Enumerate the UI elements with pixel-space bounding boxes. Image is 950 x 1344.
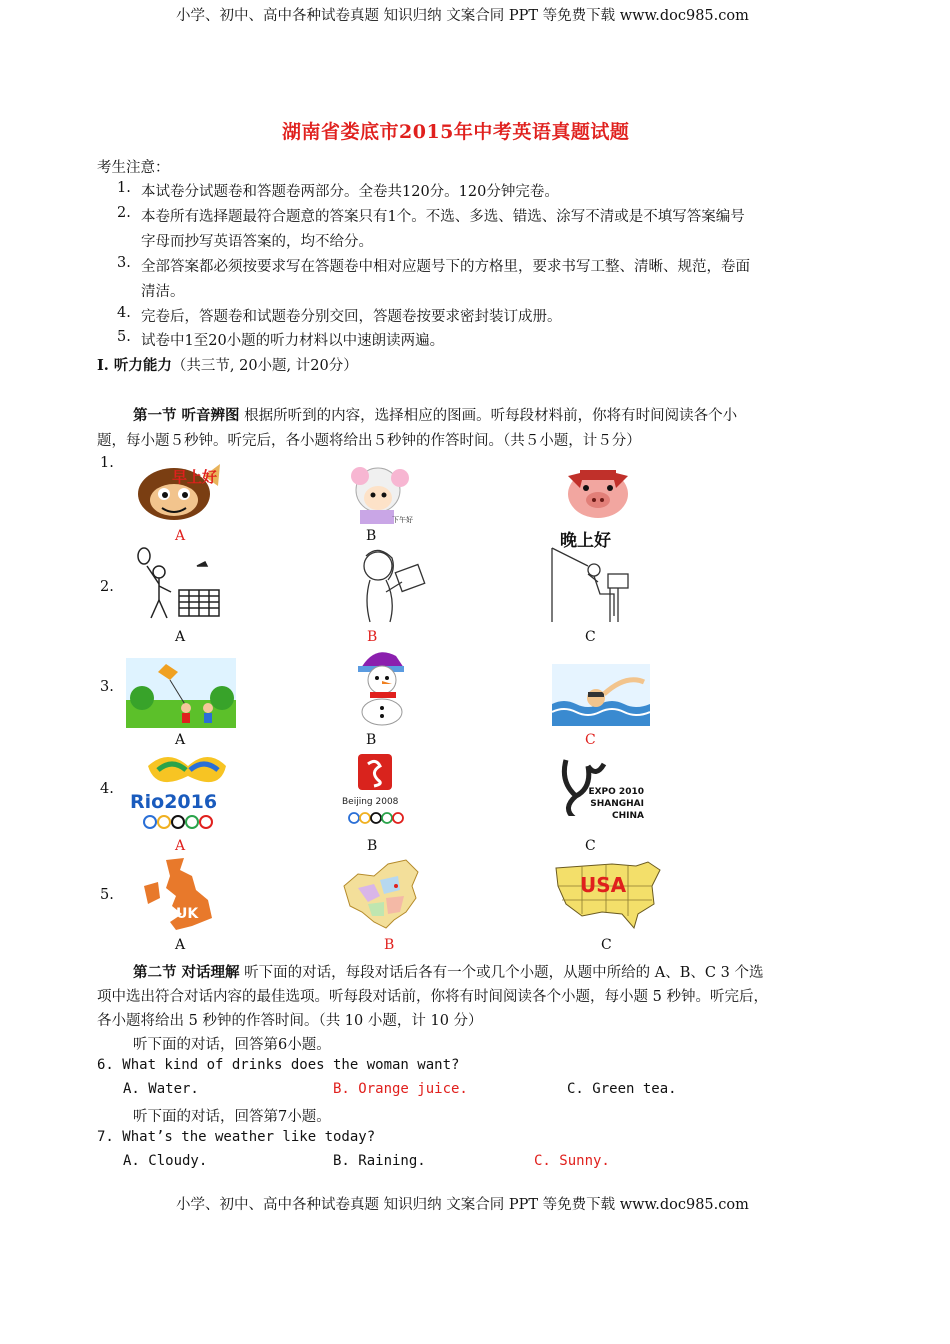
sheep-icon xyxy=(340,466,420,526)
greeting-text: 下午好 xyxy=(392,516,413,524)
option-label: B xyxy=(366,528,377,544)
dialog-question: 6. What kind of drinks does the woman want? xyxy=(97,1057,460,1073)
option-label: B xyxy=(366,732,377,748)
question-number: 5. xyxy=(100,887,114,903)
section2-label: 第二节 对话理解 xyxy=(133,964,240,981)
section2-text-cont: 各小题将给出 5 秒钟的作答时间。（共 10 小题，计 10 分） xyxy=(97,1013,483,1029)
notice-item-text: 全部答案都必须按要求写在答题卷中相对应题号下的方格里，要求书写工整、清晰、规范，卷面 xyxy=(141,259,750,275)
snowman-icon xyxy=(344,648,424,726)
uk-map-icon xyxy=(136,856,222,932)
answer-option: A. Water. xyxy=(123,1081,199,1097)
section2-text-cont: 项中选出符合对话内容的最佳选项。听每段对话前，你将有时间阅读各个小题，每小题 5 秒钟。听完后， xyxy=(97,989,768,1005)
notice-item-text: 本卷所有选择题最符合题意的答案只有1个。不选、多选、错选、涂写不清或是不填写答案编号 xyxy=(141,209,745,225)
footer-banner: 小学、初中、高中各种试卷真题 知识归纳 文案合同 PPT 等免费下载 www.doc985.com xyxy=(176,1197,749,1213)
notice-item-text: 本试卷分试题卷和答题卷两部分。全卷共120分。120分钟完卷。 xyxy=(141,184,559,200)
notice-item-num: 5. xyxy=(117,329,131,345)
logo-text: EXPO 2010 SHANGHAI CHINA xyxy=(588,787,644,821)
kite-flying-icon xyxy=(126,658,236,728)
option-label-correct: B xyxy=(384,937,395,953)
greeting-text: 早上好 xyxy=(172,468,218,486)
header-banner: 小学、初中、高中各种试卷真题 知识归纳 文案合同 PPT 等免费下载 www.doc985.com xyxy=(176,8,749,24)
section1-label: 第一节 听音辨图 xyxy=(133,407,240,424)
option-label: C xyxy=(585,629,596,645)
expo-2010-logo-icon xyxy=(552,752,646,836)
option-label: A xyxy=(175,629,186,645)
notice-heading: 考生注意： xyxy=(97,160,170,176)
answer-option: C. Green tea. xyxy=(567,1081,677,1097)
part1-title: I. 听力能力 xyxy=(97,357,172,374)
answer-option: B. Raining. xyxy=(333,1153,426,1169)
section1-text-cont: 题，每小题５秒钟。听完后，各小题将给出５秒钟的作答时间。（共５小题，计５分） xyxy=(97,433,641,449)
answer-option-correct: B. Orange juice. xyxy=(333,1081,468,1097)
answer-option-correct: C. Sunny. xyxy=(534,1153,610,1169)
section1-intro xyxy=(133,404,737,425)
greeting-text: 晚上好 xyxy=(560,531,611,551)
notice-item-num: 1. xyxy=(117,180,131,196)
map-label: UK xyxy=(176,906,199,922)
notice-item-text-cont: 清洁。 xyxy=(141,284,185,300)
usa-map-icon xyxy=(552,856,664,932)
notice-item-text: 试卷中1至20小题的听力材料以中速朗读两遍。 xyxy=(141,333,445,349)
part1-note: （共三节, 20小题, 计20分） xyxy=(171,358,358,374)
pig-icon xyxy=(558,466,636,552)
logo-text: Rio2016 xyxy=(130,791,218,813)
question-number: 3. xyxy=(100,679,114,695)
reading-girl-icon xyxy=(340,546,432,626)
notice-item-num: 2. xyxy=(117,205,131,221)
answer-option: A. Cloudy. xyxy=(123,1153,208,1169)
monkey-icon xyxy=(134,456,224,520)
notice-item-text: 完卷后，答题卷和试题卷分别交回，答题卷按要求密封装订成册。 xyxy=(141,309,562,325)
option-label: A xyxy=(175,732,186,748)
option-label: C xyxy=(601,937,612,953)
notice-item-num: 3. xyxy=(117,255,131,271)
section1-text: 根据所听到的内容，选择相应的图画。听每段材料前，你将有时间阅读各个小 xyxy=(239,408,738,424)
part1-heading xyxy=(97,354,358,375)
question-number: 4. xyxy=(100,781,114,797)
option-label: A xyxy=(175,937,186,953)
option-label-correct: A xyxy=(175,528,186,544)
option-label: B xyxy=(367,838,378,854)
fishing-icon xyxy=(548,546,632,624)
option-label-correct: A xyxy=(175,838,186,854)
option-label-correct: C xyxy=(585,732,596,748)
dialog-instruction: 听下面的对话，回答第6小题。 xyxy=(133,1037,331,1053)
question-number: 2. xyxy=(100,579,114,595)
question-number: 1. xyxy=(100,455,114,471)
badminton-icon xyxy=(131,546,223,624)
section2-text: 听下面的对话，每段对话后各有一个或几个小题，从题中所给的 A、B、C 3 个选 xyxy=(239,965,764,981)
option-label: C xyxy=(585,838,596,854)
beijing-2008-logo-icon xyxy=(340,752,410,832)
option-label-correct: B xyxy=(367,629,378,645)
page-title: 湖南省娄底市2015年中考英语真题试题 xyxy=(282,121,630,143)
dialog-instruction: 听下面的对话，回答第7小题。 xyxy=(133,1109,331,1125)
map-label: USA xyxy=(580,873,627,897)
swimmer-icon xyxy=(552,664,650,726)
notice-item-text-cont: 字母而抄写英语答案的，均不给分。 xyxy=(141,234,373,250)
logo-text: Beijing 2008 xyxy=(342,797,399,807)
china-map-icon xyxy=(340,856,422,932)
section2-intro xyxy=(133,961,763,982)
rio-2016-logo-icon xyxy=(128,752,234,832)
notice-item-num: 4. xyxy=(117,305,131,321)
dialog-question: 7. What’s the weather like today? xyxy=(97,1129,376,1145)
